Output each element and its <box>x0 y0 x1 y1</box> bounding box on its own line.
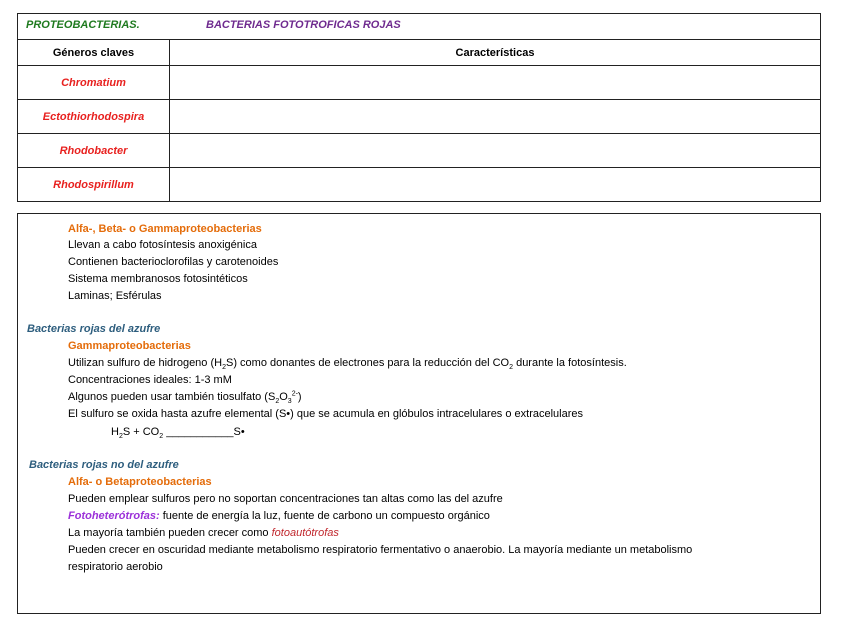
characteristics-cell <box>170 66 820 99</box>
sulfur-equation: $H_2S + CO_2$ ___________S• <box>111 426 245 441</box>
nonsulfur-heading: Alfa- o Betaproteobacterias <box>68 476 212 488</box>
sulfur-line-4: El sulfuro se oxida hasta azufre elemental (S•) que se acumula en glóbulos intracelulares o extracelulares <box>68 408 584 420</box>
group1-line: Laminas; Esférulas <box>68 290 162 302</box>
table-title-fototroficas: BACTERIAS FOTOTROFICAS ROJAS <box>206 19 401 31</box>
genera-table <box>17 13 821 202</box>
table-row <box>18 134 820 168</box>
genus-cell: Ectothiorhodospira <box>18 100 170 133</box>
table-row <box>18 100 820 134</box>
genus-cell: Rhodospirillum <box>18 168 170 201</box>
table-title-row <box>18 14 820 40</box>
section-sulfur-title: Bacterias rojas del azufre <box>27 323 161 335</box>
table-header-row <box>18 40 820 66</box>
sulfur-heading: Gammaproteobacterias <box>68 340 191 352</box>
table-row <box>18 168 820 201</box>
characteristics-cell <box>170 168 820 201</box>
group1-heading: Alfa-, Beta- o Gammaproteobacterias <box>68 223 262 235</box>
genus-cell: Rhodobacter <box>18 134 170 167</box>
sulfur-line-3: Algunos pueden usar también tiosulfato $(S_2O_3^{2-})$ <box>68 390 302 406</box>
characteristics-cell <box>170 100 820 133</box>
nonsulfur-line-1: Pueden emplear sulfuros pero no soportan concentraciones tan altas como las del azufre <box>68 493 503 505</box>
table-row <box>18 66 820 100</box>
term-fotoheterotrofas: Fotoheterótrofas: <box>68 510 160 522</box>
nonsulfur-line-4: Pueden crecer en oscuridad mediante metabolismo respiratorio fermentativo o anaerobio. La mayoría mediante un metabolismo <box>68 544 693 556</box>
nonsulfur-line-3: La mayoría también pueden crecer como fotoautótrofas <box>68 527 339 539</box>
term-fotoautotrofas: fotoautótrofas <box>271 527 339 539</box>
table-title-proteobacterias: PROTEOBACTERIAS. <box>26 19 140 31</box>
group1-line: Llevan a cabo fotosíntesis anoxigénica <box>68 239 257 251</box>
header-generos: Géneros claves <box>18 40 170 65</box>
group1-line: Sistema membranosos fotosintéticos <box>68 273 248 285</box>
notes-box <box>17 213 821 614</box>
characteristics-cell <box>170 134 820 167</box>
group1-line: Contienen bacterioclorofilas y carotenoides <box>68 256 279 268</box>
header-caracteristicas: Características <box>455 46 535 59</box>
sulfur-line-2: Concentraciones ideales: 1-3 mM <box>68 374 232 386</box>
nonsulfur-line-2: Fotoheterótrofas: fuente de energía la luz, fuente de carbono un compuesto orgánico <box>68 510 490 522</box>
nonsulfur-line-5: respiratorio aerobio <box>68 561 163 573</box>
genus-cell: Chromatium <box>18 66 170 99</box>
section-nonsulfur-title: Bacterias rojas no del azufre <box>29 459 179 471</box>
sulfur-line-1: Utilizan sulfuro de hidrogeno $(H_2S)$ como donantes de electrones para la reducción del $CO_2$ durante la fotosíntesis. <box>68 357 627 372</box>
